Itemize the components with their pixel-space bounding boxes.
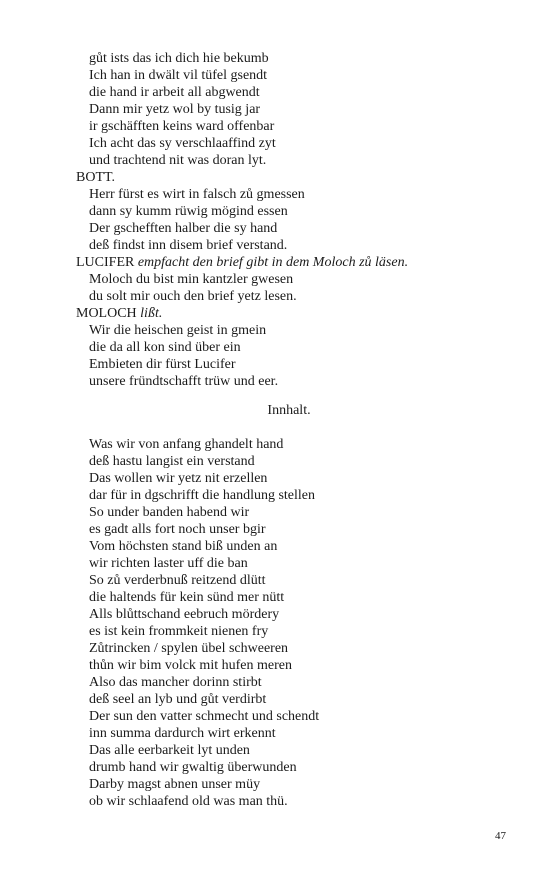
verse-line: Ich han in dwält vil tüfel gsendt bbox=[89, 68, 268, 83]
verse-line: ob wir schlaafend old was man thü. bbox=[89, 794, 288, 809]
verse-line: Das wollen wir yetz nit erzellen bbox=[89, 471, 268, 486]
verse-line: es gadt alls fort noch unser bgir bbox=[89, 522, 266, 537]
page-number: 47 bbox=[495, 830, 506, 842]
verse-line: Ich acht das sy verschlaaffind zyt bbox=[89, 136, 276, 151]
speaker-name: LUCIFER bbox=[76, 255, 138, 270]
verse-line: unsere fründtschafft trüw und eer. bbox=[89, 374, 279, 389]
verse-line: deß seel an lyb und gůt verdirbt bbox=[89, 692, 267, 707]
speaker-name: BOTT. bbox=[76, 170, 116, 185]
dialogue-block bbox=[76, 50, 408, 390]
verse-line: wir richten laster uff die ban bbox=[89, 556, 248, 571]
letter-verse-block bbox=[76, 436, 319, 810]
verse-line: Also das mancher dorinn stirbt bbox=[89, 675, 262, 690]
speaker-line bbox=[76, 169, 408, 186]
verse-line: Alls blůttschand eebruch mördery bbox=[89, 607, 280, 622]
verse-line: du solt mir ouch den brief yetz lesen. bbox=[89, 289, 297, 304]
verse-line: Embieten dir fürst Lucifer bbox=[89, 357, 236, 372]
section-heading: Innhalt. bbox=[267, 403, 311, 418]
verse-line: So under banden habend wir bbox=[89, 505, 250, 520]
verse-line: drumb hand wir gwaltig überwunden bbox=[89, 760, 297, 775]
verse-line: ir gschäfften keins ward offenbar bbox=[89, 119, 275, 134]
verse-line: es ist kein frommkeit nienen fry bbox=[89, 624, 269, 639]
stage-direction: lißt. bbox=[140, 306, 163, 321]
verse-line: Darby magst abnen unser müy bbox=[89, 777, 261, 792]
verse-line: Der sun den vatter schmecht und schendt bbox=[89, 709, 320, 724]
verse-line: die haltends für kein sünd mer nütt bbox=[89, 590, 285, 605]
verse-line: dar für in dgschrifft die handlung stellen bbox=[89, 488, 316, 503]
speaker-line bbox=[76, 254, 408, 271]
verse-line: Vom höchsten stand biß unden an bbox=[89, 539, 278, 554]
verse-line: deß findst inn disem brief verstand. bbox=[89, 238, 288, 253]
verse-line: deß hastu langist ein verstand bbox=[89, 454, 255, 469]
verse-line: Der gschefften halber die sy hand bbox=[89, 221, 278, 236]
verse-line: die hand ir arbeit all abgwendt bbox=[89, 85, 260, 100]
speaker-line bbox=[76, 305, 408, 322]
verse-line: Moloch du bist min kantzler gwesen bbox=[89, 272, 294, 287]
verse-line: Dann mir yetz wol by tusig jar bbox=[89, 102, 261, 117]
stage-direction: empfacht den brief gibt in dem Moloch zů läsen. bbox=[137, 255, 409, 270]
verse-line: und trachtend nit was doran lyt. bbox=[89, 153, 267, 168]
verse-line: So zů verderbnuß reitzend dlütt bbox=[89, 573, 266, 588]
verse-line: Was wir von anfang ghandelt hand bbox=[89, 437, 284, 452]
verse-line: Zůtrincken / spylen übel schweeren bbox=[89, 641, 289, 656]
verse-line: dann sy kumm rüwig mögind essen bbox=[89, 204, 288, 219]
verse-line: Herr fürst es wirt in falsch zů gmessen bbox=[89, 187, 305, 202]
verse-line: Wir die heischen geist in gmein bbox=[89, 323, 267, 338]
verse-line: Das alle eerbarkeit lyt unden bbox=[89, 743, 250, 758]
verse-line: gůt ists das ich dich hie bekumb bbox=[89, 51, 269, 66]
verse-line: die da all kon sind über ein bbox=[89, 340, 241, 355]
verse-line: inn summa dardurch wirt erkennt bbox=[89, 726, 276, 741]
verse-line: thůn wir bim volck mit hufen meren bbox=[89, 658, 292, 673]
speaker-name: MOLOCH bbox=[76, 306, 141, 321]
